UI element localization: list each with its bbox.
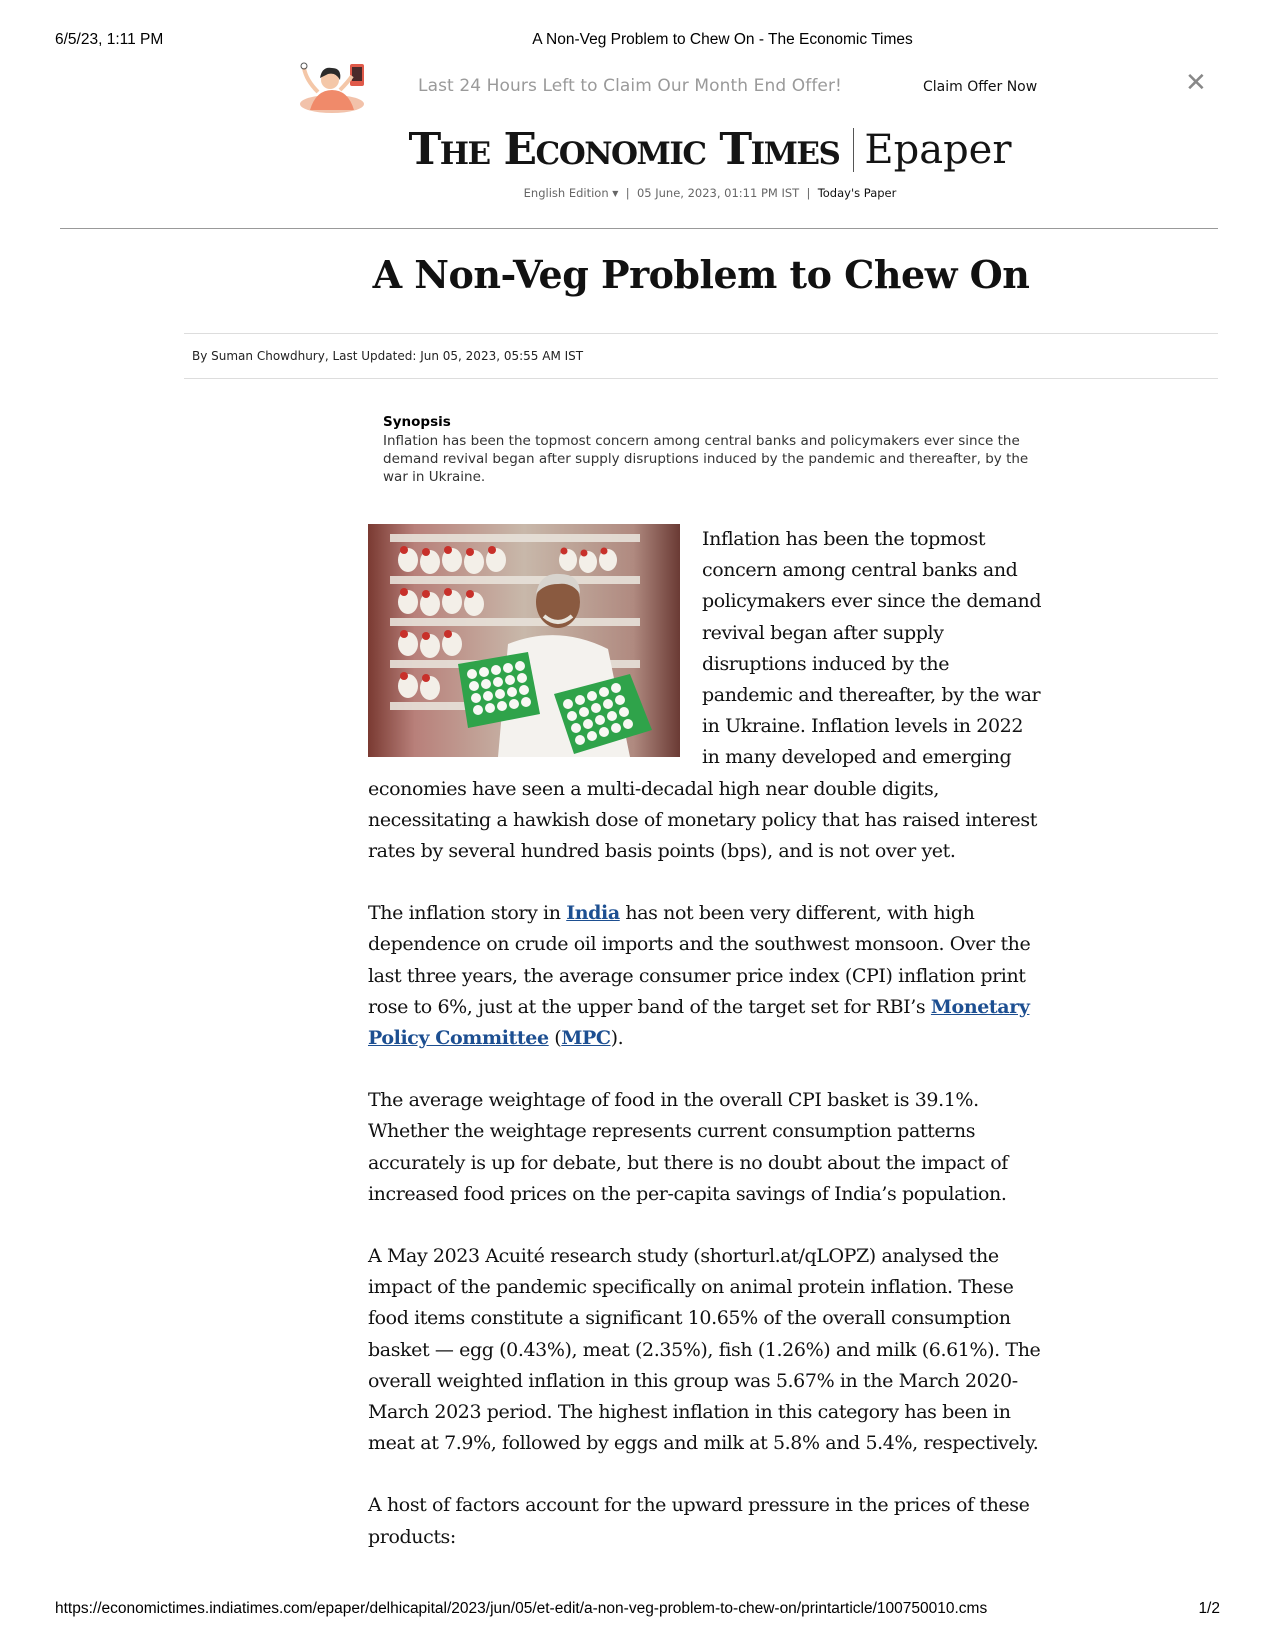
paragraph-text: The inflation story in (368, 902, 567, 925)
promo-banner (0, 58, 1275, 118)
synopsis (383, 414, 1043, 486)
print-url: https://economictimes.indiatimes.com/epaper/delhicapital/2023/jun/05/et-edit/a-non-veg-problem-to-chew-on/printarticle/100750010.cms (55, 1600, 988, 1617)
print-datetime: 6/5/23, 1:11 PM (55, 31, 164, 48)
paragraph-text: has not been very different, with high dependence on crude oil imports and the southwest monsoon. Over the last three years, the average consumer price index (CPI) inflation print rose to 6%, just at the upper band of the target set for RBI’s (368, 902, 1031, 1018)
edition-separator: | (625, 186, 630, 200)
edition-datetime: 05 June, 2023, 01:11 PM IST (636, 186, 800, 200)
mpc-link[interactable]: MPC (561, 1027, 611, 1050)
print-doc-title: A Non-Veg Problem to Chew On - The Economic Times (532, 31, 913, 48)
promo-illustration-icon (292, 60, 374, 114)
print-page-number: 1/2 (1198, 1600, 1220, 1617)
edition-separator: | (806, 186, 811, 200)
epaper-label: Epaper (864, 127, 1012, 173)
edition-label: English Edition (523, 186, 609, 200)
close-icon[interactable]: ✕ (1185, 68, 1207, 98)
article-paragraph: The average weightage of food in the overall CPI basket is 39.1%. Whether the weightage represents current consumption patterns accurately is up for debate, but there is no doubt about the impact of increased food prices on the per-capita savings of India’s population. (368, 1089, 1008, 1205)
caret-down-icon: ▼ (612, 189, 619, 198)
masthead (0, 124, 1275, 188)
todays-paper-link[interactable]: Today's Paper (817, 186, 897, 200)
masthead-logo-group[interactable] (408, 124, 1012, 175)
edition-bar (0, 186, 1275, 200)
article-paragraph: A May 2023 Acuité research study (shorturl.at/qLOPZ) analysed the impact of the pandemic specifically on animal protein inflation. These food items constitute a significant 10.65% of the overall consumption basket — egg (0.43%), meat (2.35%), fish (1.26%) and milk (6.61%). The overall weighted inflation in this group was 5.67% in the March 2020-March 2023 period. The highest inflation in this category has been in meat at 7.9%, followed by eggs and milk at 5.8% and 5.4%, respectively. (368, 1245, 1041, 1455)
claim-offer-button[interactable]: Claim Offer Now (923, 79, 1038, 95)
paragraph-text: ( (548, 1027, 562, 1050)
article-paragraph (368, 898, 1042, 1054)
monetary-policy-committee-link[interactable]: Monetary Policy Committee (368, 995, 1030, 1050)
print-header (0, 31, 1275, 51)
article-paragraph: A host of factors account for the upward pressure in the prices of these products: (368, 1494, 1030, 1548)
article-photo (368, 524, 680, 757)
byline-box (184, 333, 1218, 379)
india-link[interactable]: India (566, 902, 620, 925)
print-footer (55, 1600, 1220, 1620)
poultry-farm-image (368, 524, 680, 757)
economic-times-logo: The Economic Times (408, 124, 840, 175)
article-headline: A Non-Veg Problem to Chew On (372, 252, 1030, 297)
synopsis-text: Inflation has been the topmost concern among central banks and policymakers ever since the demand revival began after supply disruptions induced by the pandemic and thereafter, by the war in Ukraine. (383, 433, 1029, 485)
synopsis-label: Synopsis (383, 414, 451, 430)
article-body (368, 524, 1042, 1584)
header-divider (60, 228, 1218, 229)
edition-selector[interactable] (524, 186, 619, 200)
article-byline: By Suman Chowdhury, Last Updated: Jun 05, 2023, 05:55 AM IST (192, 349, 584, 363)
paragraph-text: ). (610, 1027, 624, 1050)
article-paragraph: Inflation has been the topmost concern among central banks and policymakers ever since the demand revival began after supply disruptions induced by the pandemic and thereafter, by the war in Ukraine. Inflation levels in 2022 in many developed and emerging economies have seen a multi-decadal high near double digits, necessitating a hawkish dose of monetary policy that has raised interest rates by several hundred basis points (bps), and is not over yet. (368, 528, 1042, 863)
logo-divider (853, 128, 854, 172)
promo-message: Last 24 Hours Left to Claim Our Month End Offer! (418, 76, 842, 96)
